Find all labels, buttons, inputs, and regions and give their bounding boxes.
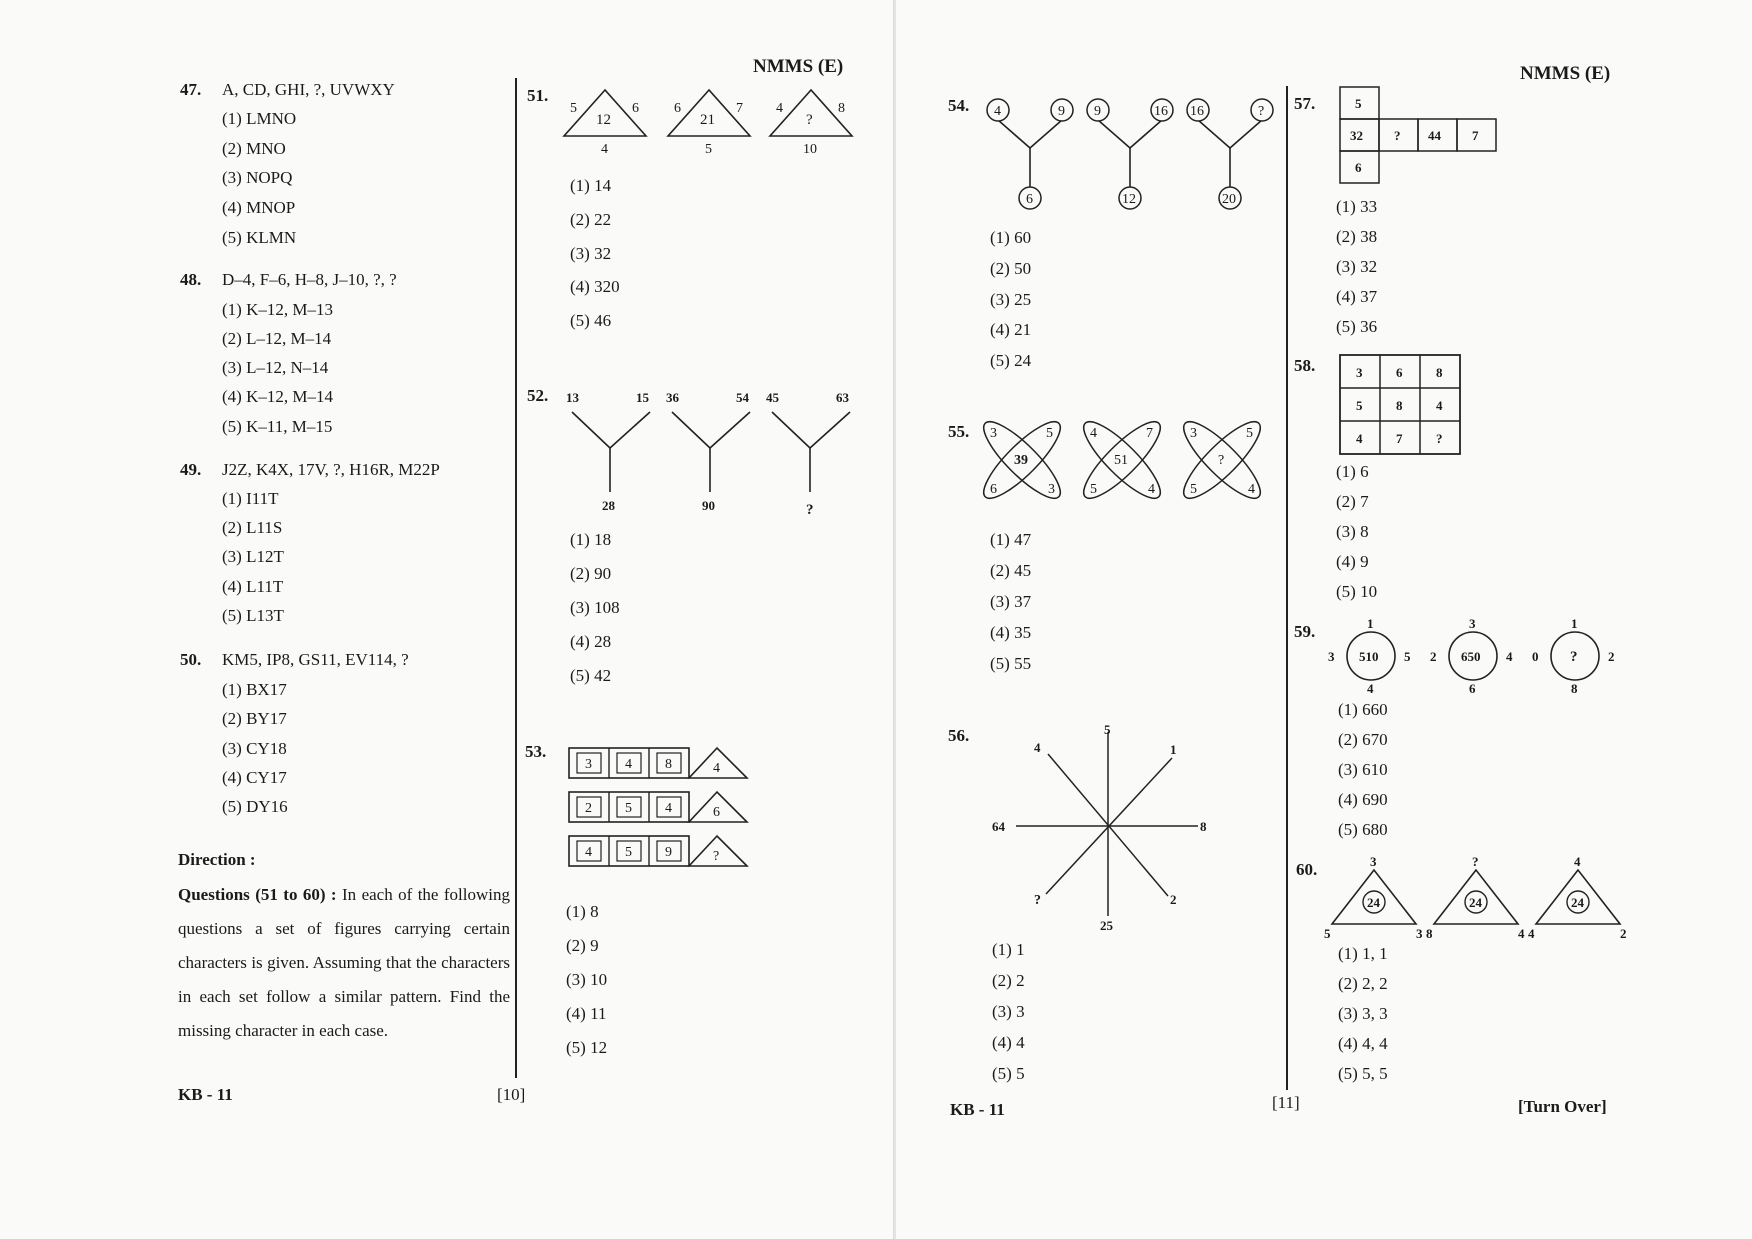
option: (1) 18 xyxy=(570,530,612,549)
option: (5) 5 xyxy=(992,1064,1025,1083)
cross-br: 3 xyxy=(1048,482,1055,497)
column-divider xyxy=(515,78,517,1078)
option: (4) MNOP xyxy=(222,198,296,217)
question-text: KM5, IP8, GS11, EV114, ? xyxy=(222,650,409,669)
cross-tl: 3 xyxy=(1190,426,1197,441)
grid-cell: 6 xyxy=(1396,365,1403,380)
y-bottom: ? xyxy=(806,502,814,518)
box-cell: 4 xyxy=(665,801,672,816)
cross-ellipse-figure xyxy=(975,413,1070,508)
q56-star-figure xyxy=(992,720,1222,940)
question-number: 48. xyxy=(180,270,202,289)
tri-right: 2 xyxy=(1620,926,1627,941)
question-number: 51. xyxy=(527,86,549,105)
option: (3) 8 xyxy=(1336,522,1369,541)
grid-cell: 4 xyxy=(1436,398,1443,413)
circle-bottom: 20 xyxy=(1222,192,1236,207)
column-divider xyxy=(1286,86,1288,1090)
q55-figure xyxy=(978,416,1288,506)
option: (1) LMNO xyxy=(222,109,297,128)
circle-right: 2 xyxy=(1608,649,1615,664)
cross-bl: 5 xyxy=(1190,482,1197,497)
question-number: 58. xyxy=(1294,356,1316,375)
tri-right: 4 xyxy=(1518,926,1525,941)
option: (2) 45 xyxy=(990,561,1032,580)
footer-code: KB - 11 xyxy=(950,1100,1005,1119)
option: (4) 4 xyxy=(992,1033,1025,1052)
option: (2) MNO xyxy=(222,139,286,158)
circle-figure xyxy=(1328,616,1411,696)
circle-left: 3 xyxy=(1328,649,1335,664)
tri-bottom: 4 xyxy=(601,142,608,157)
star-top: 5 xyxy=(1104,722,1111,737)
q51-figure xyxy=(560,86,860,156)
circle-center: 650 xyxy=(1461,649,1481,664)
option: (2) L11S xyxy=(222,518,283,537)
option: (1) 14 xyxy=(570,176,612,195)
circle-right: ? xyxy=(1258,104,1265,119)
tri-bottom: 10 xyxy=(803,142,817,157)
page-header: NMMS (E) xyxy=(753,56,844,77)
circle-right: 5 xyxy=(1404,649,1411,664)
circle-bottom: 6 xyxy=(1026,192,1033,207)
box-cell: 4 xyxy=(625,757,632,772)
tri-left: 4 xyxy=(776,101,783,116)
y-figure xyxy=(766,390,850,518)
grid-cell: ? xyxy=(1436,431,1443,446)
tri-bottom: 5 xyxy=(705,142,712,157)
tri-center: 24 xyxy=(1367,895,1380,910)
tri-right: 6 xyxy=(632,101,639,116)
y-circle-figure xyxy=(1187,99,1273,209)
tri-right: 7 xyxy=(736,101,743,116)
tri-center: 24 xyxy=(1571,895,1584,910)
option: (3) 10 xyxy=(566,970,608,989)
star-bottom-right: 2 xyxy=(1170,892,1177,907)
y-right: 63 xyxy=(836,390,849,405)
tri-value: ? xyxy=(713,849,720,864)
cross-br: 4 xyxy=(1248,482,1255,497)
cross-bl: 6 xyxy=(990,482,997,497)
option: (5) 55 xyxy=(990,654,1032,673)
footer-code: KB - 11 xyxy=(178,1085,233,1104)
circle-center: ? xyxy=(1570,649,1578,665)
option: (1) 6 xyxy=(1336,462,1369,481)
tri-left: 4 xyxy=(1528,926,1535,941)
option: (5) 46 xyxy=(570,311,612,330)
direction-lead: Questions (51 to 60) : xyxy=(178,885,337,904)
y-left: 36 xyxy=(666,390,679,405)
box-row xyxy=(569,836,747,866)
cross-bl: 5 xyxy=(1090,482,1097,497)
grid-cell: 5 xyxy=(1355,96,1362,111)
question-number: 47. xyxy=(180,80,202,99)
question-number: 57. xyxy=(1294,94,1316,113)
cross-tr: 5 xyxy=(1046,426,1053,441)
tri-top: 3 xyxy=(1370,854,1377,869)
tri-left: 8 xyxy=(1426,926,1433,941)
tri-right: 3 xyxy=(1416,926,1423,941)
question-number: 54. xyxy=(948,96,970,115)
option: (1) 60 xyxy=(990,228,1032,247)
option: (4) 11 xyxy=(566,1004,607,1023)
box-cell: 5 xyxy=(625,801,632,816)
option: (1) 8 xyxy=(566,902,599,921)
q60-figure xyxy=(1324,852,1634,942)
tri-center: 24 xyxy=(1469,895,1482,910)
grid-cell: 44 xyxy=(1428,128,1441,143)
box-cell: 9 xyxy=(665,845,672,860)
tri-right: 8 xyxy=(838,101,845,116)
circle-center: 510 xyxy=(1359,649,1379,664)
option: (5) 36 xyxy=(1336,317,1378,336)
option: (2) 9 xyxy=(566,936,599,955)
option: (1) I11T xyxy=(222,489,279,508)
box-row xyxy=(569,792,747,822)
option: (1) 1 xyxy=(992,940,1025,959)
q57-figure xyxy=(1339,86,1509,190)
option: (4) 37 xyxy=(1336,287,1378,306)
grid-cell: 32 xyxy=(1350,128,1363,143)
y-circle-figure xyxy=(1087,99,1173,209)
circle-top: 3 xyxy=(1469,616,1476,631)
star-top-left: 4 xyxy=(1034,740,1041,755)
box-row xyxy=(569,748,747,778)
triangle-circle-figure xyxy=(1426,854,1525,941)
question-number: 55. xyxy=(948,422,970,441)
option: (2) 50 xyxy=(990,259,1032,278)
option: (4) 320 xyxy=(570,277,620,296)
star-bottom: 25 xyxy=(1100,918,1113,933)
circle-top: 1 xyxy=(1571,616,1578,631)
circle-bottom: 4 xyxy=(1367,681,1374,696)
option: (4) 28 xyxy=(570,632,612,651)
grid-cell: 7 xyxy=(1472,128,1479,143)
tri-value: 6 xyxy=(713,805,720,820)
tri-value: 4 xyxy=(713,761,720,776)
option: (2) 7 xyxy=(1336,492,1369,511)
circle-bottom: 12 xyxy=(1122,192,1136,207)
tri-left: 6 xyxy=(674,101,681,116)
turn-over: [Turn Over] xyxy=(1518,1097,1607,1116)
cross-center: 39 xyxy=(1014,453,1028,468)
y-bottom: 90 xyxy=(702,498,715,513)
y-left: 45 xyxy=(766,390,779,405)
option: (3) 108 xyxy=(570,598,620,617)
cross-tl: 3 xyxy=(990,426,997,441)
option: (3) L12T xyxy=(222,547,284,566)
q53-figure xyxy=(567,744,767,874)
grid-cell: 7 xyxy=(1396,431,1403,446)
option: (3) 32 xyxy=(1336,257,1378,276)
question-number: 60. xyxy=(1296,860,1318,879)
right-page xyxy=(896,0,1752,1239)
option: (5) 24 xyxy=(990,351,1032,370)
option: (4) 35 xyxy=(990,623,1032,642)
question-number: 49. xyxy=(180,460,202,479)
y-circle-figure xyxy=(987,99,1073,209)
option: (2) 2, 2 xyxy=(1338,974,1388,993)
option: (4) 21 xyxy=(990,320,1032,339)
direction-body: In each of the following questions a set of figures carrying certain characters is given. Assuming that the characters in each set follow a similar pattern. Find the missing character in each case. xyxy=(178,885,510,1040)
circle-bottom: 6 xyxy=(1469,681,1476,696)
box-cell: 3 xyxy=(585,757,592,772)
option: (2) 2 xyxy=(992,971,1025,990)
cross-center: 51 xyxy=(1114,453,1128,468)
cross-br: 4 xyxy=(1148,482,1155,497)
option: (3) 37 xyxy=(990,592,1032,611)
option: (5) 12 xyxy=(566,1038,608,1057)
option: (5) 42 xyxy=(570,666,612,685)
option: (4) K–12, M–14 xyxy=(222,387,333,406)
circle-figure xyxy=(1430,616,1513,696)
option: (2) BY17 xyxy=(222,709,287,728)
grid-cell: 4 xyxy=(1356,431,1363,446)
box-cell: 4 xyxy=(585,845,592,860)
cross-tr: 7 xyxy=(1146,426,1153,441)
option: (1) K–12, M–13 xyxy=(222,300,333,319)
star-top-right: 1 xyxy=(1170,742,1177,757)
option: (5) KLMN xyxy=(222,228,297,247)
y-left: 13 xyxy=(566,390,579,405)
option: (3) 3, 3 xyxy=(1338,1004,1388,1023)
option: (1) 33 xyxy=(1336,197,1378,216)
circle-right: 4 xyxy=(1506,649,1513,664)
q59-figure xyxy=(1326,614,1626,700)
circle-right: 16 xyxy=(1154,104,1168,119)
q52-figure xyxy=(560,388,860,523)
circle-left: 4 xyxy=(994,104,1001,119)
tri-center: 12 xyxy=(596,112,611,128)
grid-cell: 8 xyxy=(1396,398,1403,413)
option: (5) L13T xyxy=(222,606,284,625)
star-right: 8 xyxy=(1200,819,1207,834)
option: (2) 670 xyxy=(1338,730,1388,749)
option: (3) L–12, N–14 xyxy=(222,358,329,377)
grid-cell: 6 xyxy=(1355,160,1362,175)
triangle-circle-figure xyxy=(1528,854,1627,941)
cross-center: ? xyxy=(1218,453,1225,468)
option: (4) 9 xyxy=(1336,552,1369,571)
question-text: D–4, F–6, H–8, J–10, ?, ? xyxy=(222,270,397,289)
grid-cell: 3 xyxy=(1356,365,1363,380)
cross-tr: 5 xyxy=(1246,426,1253,441)
option: (1) BX17 xyxy=(222,680,287,699)
option: (1) 660 xyxy=(1338,700,1388,719)
circle-left: 9 xyxy=(1094,104,1101,119)
grid-cell: ? xyxy=(1394,128,1401,143)
grid-cell: 8 xyxy=(1436,365,1443,380)
question-number: 59. xyxy=(1294,622,1316,641)
box-cell: 2 xyxy=(585,801,592,816)
option: (3) 32 xyxy=(570,244,612,263)
option: (5) K–11, M–15 xyxy=(222,417,333,436)
tri-center: ? xyxy=(806,112,813,128)
option: (4) L11T xyxy=(222,577,284,596)
option: (2) 22 xyxy=(570,210,612,229)
box-cell: 5 xyxy=(625,845,632,860)
box-cell: 8 xyxy=(665,757,672,772)
circle-left: 2 xyxy=(1430,649,1437,664)
cross-ellipse-figure xyxy=(1075,413,1170,508)
circle-right: 9 xyxy=(1058,104,1065,119)
direction-paragraph xyxy=(178,878,510,1048)
option: (3) NOPQ xyxy=(222,168,293,187)
option: (5) 10 xyxy=(1336,582,1378,601)
q54-figure xyxy=(982,96,1292,216)
triangle-figure xyxy=(668,90,750,157)
page-number: [11] xyxy=(1272,1093,1300,1112)
y-bottom: 28 xyxy=(602,498,615,513)
circle-top: 1 xyxy=(1367,616,1374,631)
triangle-circle-figure xyxy=(1324,854,1423,941)
q58-grid xyxy=(1339,354,1463,458)
question-number: 50. xyxy=(180,650,202,669)
tri-left: 5 xyxy=(570,101,577,116)
option: (1) 1, 1 xyxy=(1338,944,1388,963)
option: (3) 3 xyxy=(992,1002,1025,1021)
circle-bottom: 8 xyxy=(1571,681,1578,696)
tri-center: 21 xyxy=(700,112,715,128)
option: (2) 90 xyxy=(570,564,612,583)
y-right: 54 xyxy=(736,390,749,405)
triangle-figure xyxy=(770,90,852,157)
circle-left: 16 xyxy=(1190,104,1204,119)
circle-figure xyxy=(1532,616,1615,696)
star-bottom-left: ? xyxy=(1034,893,1041,908)
option: (3) 25 xyxy=(990,290,1032,309)
option: (4) CY17 xyxy=(222,768,287,787)
question-number: 56. xyxy=(948,726,970,745)
option: (5) DY16 xyxy=(222,797,288,816)
option: (1) 47 xyxy=(990,530,1032,549)
option: (3) 610 xyxy=(1338,760,1388,779)
triangle-figure xyxy=(564,90,646,157)
question-number: 53. xyxy=(525,742,547,761)
y-figure xyxy=(666,390,750,513)
tri-top: 4 xyxy=(1574,854,1581,869)
option: (2) L–12, M–14 xyxy=(222,329,332,348)
y-right: 15 xyxy=(636,390,649,405)
circle-left: 0 xyxy=(1532,649,1539,664)
page-number: [10] xyxy=(497,1085,526,1104)
cross-ellipse-figure xyxy=(1175,413,1270,508)
cross-tl: 4 xyxy=(1090,426,1097,441)
option: (2) 38 xyxy=(1336,227,1378,246)
page-header: NMMS (E) xyxy=(1520,63,1611,84)
option: (5) 5, 5 xyxy=(1338,1064,1388,1083)
option: (4) 4, 4 xyxy=(1338,1034,1388,1053)
grid-cell: 5 xyxy=(1356,398,1363,413)
question-number: 52. xyxy=(527,386,549,405)
tri-top: ? xyxy=(1472,854,1479,869)
direction-title: Direction : xyxy=(178,850,256,869)
option: (3) CY18 xyxy=(222,739,287,758)
y-figure xyxy=(566,390,650,513)
question-text: J2Z, K4X, 17V, ?, H16R, M22P xyxy=(222,460,440,479)
question-text: A, CD, GHI, ?, UVWXY xyxy=(222,80,395,99)
tri-left: 5 xyxy=(1324,926,1331,941)
option: (4) 690 xyxy=(1338,790,1388,809)
option: (5) 680 xyxy=(1338,820,1388,839)
star-left: 64 xyxy=(992,819,1005,834)
